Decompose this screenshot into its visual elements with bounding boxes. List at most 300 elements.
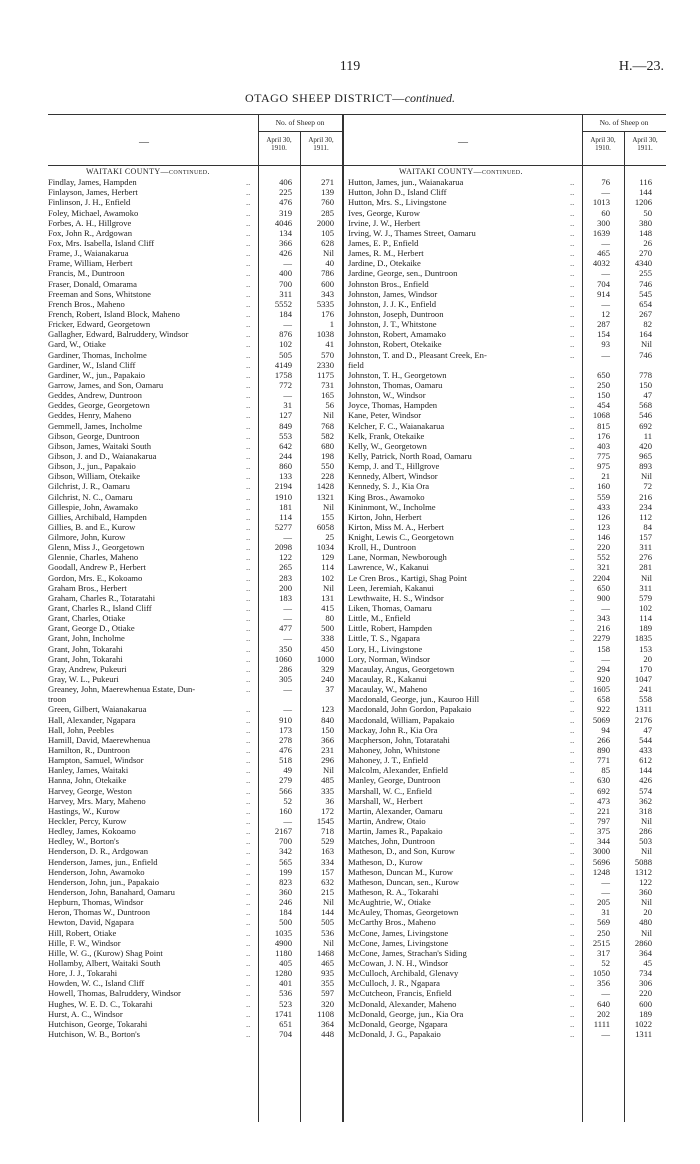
sheep-1911: Nil — [323, 937, 334, 948]
table-row — [48, 218, 342, 228]
table-row — [48, 552, 342, 562]
table-row — [348, 481, 666, 491]
sheep-1911: 448 — [321, 1028, 334, 1039]
sheep-1910: 133 — [279, 471, 292, 482]
table-row — [48, 715, 342, 725]
sheep-1910: 700 — [279, 278, 292, 289]
leader-dots: .. — [246, 592, 251, 603]
table-row — [48, 988, 342, 998]
leader-dots: .. — [570, 177, 575, 188]
owner-name: Hurst, A. C., Windsor — [48, 1008, 123, 1019]
table-row — [348, 715, 666, 725]
sheep-1910: 2194 — [274, 481, 292, 492]
leader-dots: .. — [570, 572, 575, 583]
leader-dots: .. — [570, 1018, 575, 1029]
table-row — [348, 786, 666, 796]
owner-name: Matheson, R. A., Tokarahi — [348, 886, 439, 897]
sheep-1910: 922 — [597, 704, 610, 715]
sheep-1910: 400 — [279, 268, 292, 279]
sheep-1911: 718 — [321, 826, 334, 837]
table-row — [48, 451, 342, 461]
leader-dots: .. — [570, 805, 575, 816]
sheep-1911: 355 — [321, 978, 334, 989]
sheep-1911: 965 — [639, 450, 652, 461]
owner-name: Gilchrist, J. R., Oamaru — [48, 481, 130, 492]
sheep-1911: 1108 — [317, 1008, 334, 1019]
leader-dots: .. — [570, 734, 575, 745]
owner-name: French, Robert, Island Block, Maheno — [48, 308, 180, 319]
leader-dots: .. — [570, 836, 575, 847]
sheep-1911: 267 — [639, 308, 652, 319]
sheep-1911: 270 — [639, 248, 652, 259]
sheep-1910: 21 — [601, 471, 610, 482]
table-row — [48, 613, 342, 623]
sheep-1911: 935 — [321, 968, 334, 979]
leader-dots: .. — [570, 724, 575, 735]
sheep-1910: 876 — [279, 329, 292, 340]
table-row — [348, 177, 666, 187]
sheep-1910: — — [601, 1028, 610, 1039]
table-row — [48, 299, 342, 309]
table-row — [348, 228, 666, 238]
sheep-1910: 5277 — [274, 521, 292, 532]
table-row — [348, 877, 666, 887]
sheep-1910: 184 — [279, 308, 292, 319]
leader-dots: .. — [246, 603, 251, 614]
sheep-1911: 26 — [643, 237, 652, 248]
owner-name: Johnston, T. H., Georgetown — [348, 369, 447, 380]
sheep-1910: — — [601, 988, 610, 999]
sheep-1910: 1111 — [593, 1018, 610, 1029]
sheep-1911: 306 — [639, 978, 652, 989]
owner-name: Marshall, W., Herbert — [348, 795, 423, 806]
sheep-1910: 305 — [279, 674, 292, 685]
leader-dots: .. — [246, 633, 251, 644]
leader-dots: .. — [570, 978, 575, 989]
sheep-1911: 320 — [321, 998, 334, 1009]
table-row — [48, 857, 342, 867]
owner-name: Frame, J., Waianakarua — [48, 248, 129, 259]
header-group-right: No. of Sheep on — [599, 118, 649, 127]
table-row — [48, 633, 342, 643]
sheep-1910: 287 — [597, 319, 610, 330]
sheep-1911: 240 — [321, 674, 334, 685]
sheep-1910: 200 — [279, 582, 292, 593]
owner-name: Grant, Charles, Otiake — [48, 613, 126, 624]
leader-dots: .. — [246, 907, 251, 918]
owner-name: McCulloch, Archibald, Glenavy — [348, 968, 459, 979]
sheep-1910: 1013 — [592, 197, 610, 208]
table-row — [348, 725, 666, 735]
sheep-1911: 215 — [321, 886, 334, 897]
sheep-1911: 480 — [639, 917, 652, 928]
sheep-1910: 102 — [279, 339, 292, 350]
leader-dots: .. — [246, 816, 251, 826]
owner-name: Howden, W. C., Island Cliff — [48, 978, 145, 989]
leader-dots: .. — [570, 988, 575, 999]
sheep-1910: 375 — [597, 826, 610, 837]
sheep-1910: 294 — [597, 663, 610, 674]
sheep-1910: 199 — [279, 866, 292, 877]
table-row — [48, 248, 342, 258]
sheep-1911: 366 — [321, 734, 334, 745]
table-row — [48, 735, 342, 745]
owner-name: Henderson, James, jun., Enfield — [48, 856, 158, 867]
table-row — [348, 765, 666, 775]
owner-name: Glennie, Charles, Maheno — [48, 552, 139, 563]
sheep-1911: 893 — [639, 461, 652, 472]
sheep-1911: 485 — [321, 775, 334, 786]
table-row — [48, 339, 342, 349]
table-row — [48, 350, 342, 360]
sheep-1910: 221 — [597, 805, 610, 816]
owner-name: Johnston, T. and D., Pleasant Creek, En- — [348, 349, 487, 360]
table-row — [48, 907, 342, 917]
sheep-1910: 319 — [279, 207, 292, 218]
leader-dots: .. — [246, 390, 251, 401]
owner-name: Gardiner, Thomas, Incholme — [48, 349, 147, 360]
table-row — [48, 400, 342, 410]
table-row — [348, 755, 666, 765]
table-row — [348, 431, 666, 441]
owner-name: Frame, William, Herbert — [48, 258, 133, 269]
owner-name: Gilmore, John, Kurow — [48, 532, 126, 543]
owner-name: Gordon, Mrs. E., Kokoamo — [48, 572, 143, 583]
leader-dots: .. — [246, 278, 251, 289]
owner-name: Freeman and Sons, Whitstone — [48, 288, 151, 299]
table-row — [48, 867, 342, 877]
sheep-1911: 1038 — [316, 329, 334, 340]
sheep-1911: 632 — [321, 876, 334, 887]
leader-dots: .. — [246, 177, 251, 188]
leader-dots: .. — [570, 197, 575, 208]
owner-name: Matheson, D., and Son, Kurow — [348, 846, 455, 857]
owner-name: Francis, M., Duntroon — [48, 268, 125, 279]
sheep-1911: 746 — [639, 349, 652, 360]
sheep-1910: 650 — [597, 582, 610, 593]
sheep-1911: 84 — [643, 521, 652, 532]
owner-name: Geddes, Andrew, Duntroon — [48, 390, 142, 401]
sheep-1911: 198 — [321, 450, 334, 461]
owner-name: Fox, Mrs. Isabella, Island Cliff — [48, 237, 155, 248]
sheep-1911: Nil — [641, 897, 652, 908]
sheep-1911: 129 — [321, 552, 334, 563]
owner-name: Gibson, J. and D., Waianakarua — [48, 450, 157, 461]
sheep-1910: 1758 — [274, 369, 292, 380]
sheep-1910: — — [601, 349, 610, 360]
sheep-1910: 473 — [597, 795, 610, 806]
table-row — [48, 370, 342, 380]
table-row — [348, 1029, 666, 1039]
sheep-1910: — — [601, 886, 610, 897]
leader-dots: .. — [570, 613, 575, 624]
owner-name: McCowan, J. N. H., Windsor — [348, 957, 448, 968]
leader-dots: .. — [246, 623, 251, 634]
sheep-1910: 406 — [279, 177, 292, 188]
sheep-1910: 5069 — [592, 714, 610, 725]
leader-dots: .. — [570, 856, 575, 867]
sheep-1911: 1311 — [635, 704, 652, 715]
leader-dots: .. — [246, 248, 251, 259]
table-row — [48, 684, 342, 694]
sheep-1911: 362 — [639, 795, 652, 806]
table-row — [48, 623, 342, 633]
table-row — [48, 1029, 342, 1039]
sheep-1911: 380 — [639, 217, 652, 228]
sheep-1910: 2204 — [592, 572, 610, 583]
header-col2-left: April 30, 1911. — [308, 136, 334, 152]
sheep-1911: 768 — [321, 420, 334, 431]
sheep-1910: 76 — [601, 177, 610, 188]
owner-name: Matheson, Duncan M., Kurow — [348, 866, 454, 877]
leader-dots: .. — [570, 248, 575, 259]
sheep-1911: 116 — [639, 177, 652, 188]
leader-dots: .. — [246, 653, 251, 664]
leader-dots: .. — [570, 400, 575, 411]
leader-dots: .. — [570, 755, 575, 766]
leader-dots: .. — [570, 745, 575, 756]
owner-name: Macdonald, George, jun., Kauroo Hill — [348, 694, 480, 705]
leader-dots: .. — [570, 511, 575, 522]
sheep-1910: 134 — [279, 227, 292, 238]
sheep-1911: 338 — [321, 633, 334, 644]
sheep-1910: 860 — [279, 461, 292, 472]
sheep-1910: 642 — [279, 440, 292, 451]
table-row — [48, 309, 342, 319]
sheep-1910: 910 — [279, 714, 292, 725]
owner-name: Kennedy, S. J., Kia Ora — [348, 481, 430, 492]
table-row — [348, 512, 666, 522]
sheep-1910: — — [283, 613, 292, 624]
sheep-1910: 216 — [597, 623, 610, 634]
sheep-1910: 4149 — [274, 359, 292, 370]
table-row — [48, 664, 342, 674]
sheep-1911: 11 — [643, 430, 652, 441]
leader-dots: .. — [246, 1028, 251, 1039]
sheep-1911: 579 — [639, 592, 652, 603]
sheep-1911: 241 — [639, 684, 652, 695]
leader-dots: .. — [246, 217, 251, 228]
sheep-1910: 265 — [279, 562, 292, 573]
owner-name: Kirton, John, Herbert — [348, 511, 422, 522]
owner-name: Johnston, Joseph, Duntroon — [348, 308, 444, 319]
table-row — [348, 907, 666, 917]
owner-name: Macaulay, W., Maheno — [348, 684, 428, 695]
owner-name: Hille, W. G., (Kurow) Shag Point — [48, 947, 163, 958]
sheep-1910: — — [283, 603, 292, 614]
leader-dots: .. — [246, 237, 251, 248]
table-row — [48, 187, 342, 197]
owner-name: Harvey, George, Weston — [48, 785, 132, 796]
sheep-1911: 285 — [321, 207, 334, 218]
owner-name: Findlay, James, Hampden — [48, 177, 137, 188]
leader-dots: .. — [570, 369, 575, 380]
sheep-1910: 797 — [597, 816, 610, 826]
sheep-1910: 476 — [279, 745, 292, 756]
sheep-1911: 465 — [321, 957, 334, 968]
table-row — [48, 816, 342, 826]
table-row — [348, 816, 666, 826]
sheep-1910: 3000 — [592, 846, 610, 857]
leader-dots: .. — [570, 217, 575, 228]
sheep-1910: 2515 — [592, 937, 610, 948]
leader-dots: .. — [246, 339, 251, 350]
sheep-1911: Nil — [641, 471, 652, 482]
leader-dots: .. — [246, 258, 251, 269]
table-row — [48, 522, 342, 532]
sheep-1910: 5552 — [274, 298, 292, 309]
sheep-1910: 122 — [279, 552, 292, 563]
sheep-1910: — — [283, 684, 292, 695]
table-row — [48, 765, 342, 775]
document-reference: H.—23. — [618, 59, 664, 74]
table-row — [48, 360, 342, 370]
leader-dots: .. — [570, 907, 575, 918]
sheep-1911: Nil — [323, 410, 334, 421]
table-row — [48, 268, 342, 278]
owner-name: Hutton, James, jun., Waianakarua — [348, 177, 464, 188]
sheep-1911: 600 — [321, 278, 334, 289]
table-row — [348, 897, 666, 907]
table-row — [348, 461, 666, 471]
owner-name: Garrow, James, and Son, Oamaru — [48, 379, 164, 390]
sheep-1910: — — [601, 187, 610, 198]
owner-name: Martin, James R., Papakaio — [348, 826, 443, 837]
table-row — [48, 512, 342, 522]
owner-name: Kane, Peter, Windsor — [348, 410, 422, 421]
sheep-1911: 503 — [639, 836, 652, 847]
owner-name: Glenn, Miss J., Georgetown — [48, 542, 145, 553]
owner-name: Henderson, John, Awamoko — [48, 866, 145, 877]
table-row — [48, 968, 342, 978]
leader-dots: .. — [246, 582, 251, 593]
leader-dots: .. — [246, 349, 251, 360]
sheep-1911: 82 — [643, 319, 652, 330]
table-row — [348, 471, 666, 481]
sheep-1911: 1835 — [634, 633, 652, 644]
table-row — [48, 492, 342, 502]
leader-dots: .. — [570, 278, 575, 289]
leader-dots: .. — [570, 329, 575, 340]
leader-dots: .. — [246, 836, 251, 847]
sheep-1910: — — [601, 237, 610, 248]
owner-name: Irving, W. J., Thames Street, Oamaru — [348, 227, 476, 238]
table-row — [348, 887, 666, 897]
sheep-1911: 170 — [639, 663, 652, 674]
table-row — [48, 532, 342, 542]
table-row — [348, 988, 666, 998]
sheep-1910: — — [601, 876, 610, 887]
sheep-1910: 52 — [601, 957, 610, 968]
owner-name: Grant, George D., Otiake — [48, 623, 135, 634]
sheep-1911: 1428 — [316, 481, 334, 492]
leader-dots: .. — [570, 298, 575, 309]
sheep-1911: 72 — [643, 481, 652, 492]
sheep-1911: 37 — [325, 684, 334, 695]
owner-name: McAughtrie, W., Otiake — [348, 897, 431, 908]
leader-dots: .. — [246, 917, 251, 928]
owner-name: Goodall, Andrew P., Herbert — [48, 562, 146, 573]
owner-name: Greaney, John, Maerewhenua Estate, Dun- — [48, 684, 196, 695]
leader-dots: .. — [570, 461, 575, 472]
table-row — [48, 593, 342, 603]
sheep-1911: 1206 — [634, 197, 652, 208]
sheep-1911: 415 — [321, 603, 334, 614]
header-col2-right: April 30, 1911. — [632, 136, 658, 152]
sheep-1910: 244 — [279, 450, 292, 461]
leader-dots: .. — [570, 430, 575, 441]
owner-name: Gemmell, James, Incholme — [48, 420, 143, 431]
table-row — [348, 806, 666, 816]
leader-dots: .. — [246, 886, 251, 897]
sheep-1911: 47 — [643, 390, 652, 401]
sheep-1910: 403 — [597, 440, 610, 451]
sheep-1910: 4032 — [592, 258, 610, 269]
owner-name: troon — [48, 694, 67, 705]
sheep-1911: 545 — [639, 288, 652, 299]
sheep-1911: 1311 — [635, 1028, 652, 1039]
sheep-1910: 920 — [597, 674, 610, 685]
table-row — [48, 542, 342, 552]
leader-dots: .. — [246, 714, 251, 725]
leader-dots: .. — [570, 947, 575, 958]
sheep-1911: 746 — [639, 278, 652, 289]
sheep-1911: 1175 — [317, 369, 334, 380]
leader-dots: .. — [570, 420, 575, 431]
owner-name: Martin, Alexander, Oamaru — [348, 805, 443, 816]
leader-dots: .. — [570, 562, 575, 573]
owner-name: Lory, H., Livingstone — [348, 643, 423, 654]
leader-dots: .. — [246, 461, 251, 472]
table-row — [48, 583, 342, 593]
owner-name: Graham Bros., Herbert — [48, 582, 127, 593]
table-row — [348, 623, 666, 633]
sheep-1910: 536 — [279, 988, 292, 999]
leader-dots: .. — [246, 562, 251, 573]
owner-name: Macpherson, John, Totaratahi — [348, 734, 450, 745]
table-row — [48, 228, 342, 238]
table-row — [348, 603, 666, 613]
table-row — [348, 613, 666, 623]
sheep-1910: 477 — [279, 623, 292, 634]
owner-name: Johnston, W., Windsor — [348, 390, 426, 401]
owner-name: Johnston Bros., Enfield — [348, 278, 429, 289]
table-row — [348, 532, 666, 542]
sheep-1911: 2176 — [634, 714, 652, 725]
sheep-1910: 771 — [597, 755, 610, 766]
table-row — [348, 1009, 666, 1019]
leader-dots: .. — [570, 258, 575, 269]
table-row — [348, 958, 666, 968]
owner-name: McDonald, J. G., Papakaio — [348, 1028, 441, 1039]
owner-name: Geddes, George, Georgetown — [48, 400, 150, 411]
table-row — [348, 268, 666, 278]
sheep-1911: 4340 — [634, 258, 652, 269]
leader-dots: .. — [570, 886, 575, 897]
leader-dots: .. — [570, 1028, 575, 1039]
sheep-1910: 426 — [279, 248, 292, 259]
sheep-1911: 582 — [321, 430, 334, 441]
sheep-1910: 279 — [279, 775, 292, 786]
leader-dots: .. — [570, 897, 575, 908]
sheep-1910: 405 — [279, 957, 292, 968]
leader-dots: .. — [246, 410, 251, 421]
table-row — [48, 197, 342, 207]
leader-dots: .. — [570, 440, 575, 451]
leader-dots: .. — [570, 674, 575, 685]
sheep-1910: 283 — [279, 572, 292, 583]
owner-name: Kelcher, F. C., Waianakarua — [348, 420, 445, 431]
